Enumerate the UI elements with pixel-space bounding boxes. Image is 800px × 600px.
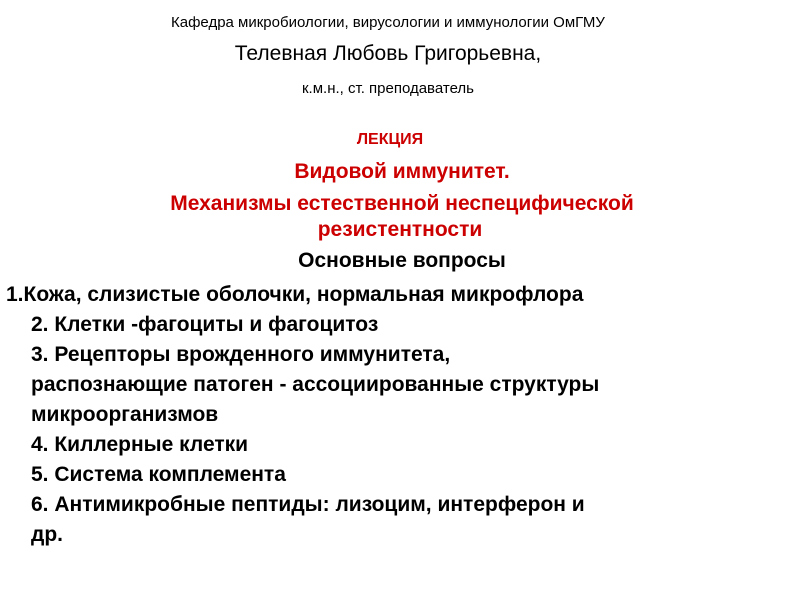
lecture-title-line-2: Механизмы естественной неспецифической [170,192,634,215]
list-item: 2. Клетки -фагоциты и фагоцитоз [31,313,379,336]
list-item: 3. Рецепторы врожденного иммунитета, [31,343,451,366]
questions-list [0,280,790,550]
list-item: др. [31,523,63,546]
lecture-label: ЛЕКЦИЯ [356,131,424,148]
list-item: микроорганизмов [31,403,219,426]
list-item: 5. Система комплемента [31,463,286,486]
questions-heading: Основные вопросы [298,249,506,272]
lecture-title-line-1: Видовой иммунитет. [294,160,510,183]
author-name: Телевная Любовь Григорьевна, [234,42,542,65]
department-name: Кафедра микробиологии, вирусологии и иммунологии ОмГМУ [171,14,605,31]
list-item: распознающие патоген - ассоциированные структуры [31,373,600,396]
list-item: 6. Антимикробные пептиды: лизоцим, интерферон и [31,493,585,516]
list-item: 1.Кожа, слизистые оболочки, нормальная микрофлора [6,283,584,306]
lecture-title-line-3: резистентности [317,218,483,241]
author-degree: к.м.н., ст. преподаватель [301,80,474,97]
list-item: 4. Киллерные клетки [31,433,249,456]
